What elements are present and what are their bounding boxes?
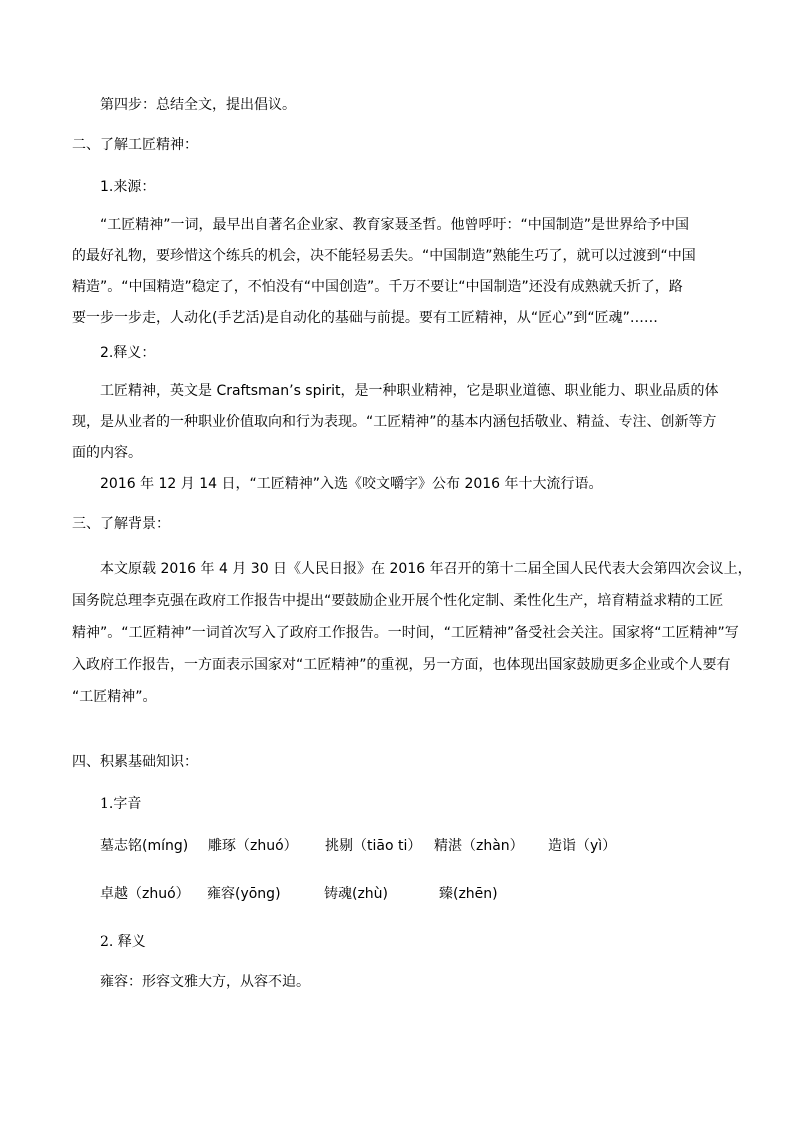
background-line: 国务院总理李克强在政府工作报告中提出“要鼓励企业开展个性化定制、柔性化生产，培育精益求精的工匠 (72, 593, 724, 609)
pinyin-item: 造诣（yì） (548, 838, 617, 854)
definition-line: 现，是从业者的一种职业价值取向和行为表现。“工匠精神”的基本内涵包括敬业、精益、专注、创新等方 (72, 414, 717, 430)
section-heading-basics: 四、积累基础知识： (72, 754, 198, 770)
background-line: 精神”。“工匠精神”一词首次写入了政府工作报告。一时间，“工匠精神”备受社会关注。国家将“工匠精神”写 (72, 625, 739, 641)
definition-paragraph (72, 376, 722, 469)
background-line: “工匠精神”。 (72, 689, 157, 705)
background-paragraph (72, 553, 752, 713)
pinyin-item: 墓志铭(míng) (100, 838, 189, 854)
pinyin-item: 臻(zhēn) (439, 886, 498, 902)
definition-line: 工匠精神，英文是 Craftsman’s spirit，是一种职业精神，它是职业道德、职业能力、职业品质的体 (100, 383, 719, 399)
background-line: 入政府工作报告，一方面表示国家对“工匠精神”的重视，另一方面，也体现出国家鼓励更多企业或个人要有 (72, 657, 731, 673)
date-line: 2016 年 12 月 14 日，“工匠精神”入选《咬文嚼字》公布 2016 年十大流行语。 (100, 476, 603, 492)
yongrong-definition: 雍容：形容文雅大方，从容不迫。 (100, 974, 310, 990)
source-line: 精造”。“中国精造”稳定了，不怕没有“中国创造”。千万不要让“中国制造”还没有成熟就夭折了，路 (72, 279, 683, 295)
source-line: 的最好礼物，要珍惜这个练兵的机会，决不能轻易丢失。“中国制造”熟能生巧了，就可以过渡到“中国 (72, 248, 696, 264)
background-line: 本文原载 2016 年 4 月 30 日《人民日报》在 2016 年召开的第十二届全国人民代表大会第四次会议上， (100, 561, 752, 577)
pinyin-item: 雕琢（zhuó） (208, 838, 298, 854)
definition-label: 2.释义： (100, 345, 156, 361)
pinyin-item: 铸魂(zhù) (324, 886, 389, 902)
section-heading-craftsman: 二、了解工匠精神： (72, 137, 198, 153)
pinyin-item: 精湛（zhàn） (434, 838, 524, 854)
source-paragraph (72, 210, 722, 334)
step4-line: 第四步：总结全文，提出倡议。 (100, 97, 296, 113)
source-line: “工匠精神”一词，最早出自著名企业家、教育家聂圣哲。他曾呼吁：“中国制造”是世界给予中国 (100, 217, 690, 233)
definition-line: 面的内容。 (72, 445, 142, 461)
pinyin-item: 雍容(yōng) (207, 886, 281, 902)
pinyin-item: 挑剔（tiāo ti） (325, 838, 422, 854)
definition2-label: 2. 释义 (100, 934, 146, 950)
section-heading-background: 三、了解背景： (72, 516, 170, 532)
source-label: 1.来源： (100, 179, 156, 195)
pinyin-item: 卓越（zhuó） (100, 886, 190, 902)
pronunciation-label: 1.字音 (100, 796, 142, 812)
source-line: 要一步一步走，人动化(手艺活)是自动化的基础与前提。要有工匠精神，从“匠心”到“匠魂”…… (72, 310, 658, 326)
